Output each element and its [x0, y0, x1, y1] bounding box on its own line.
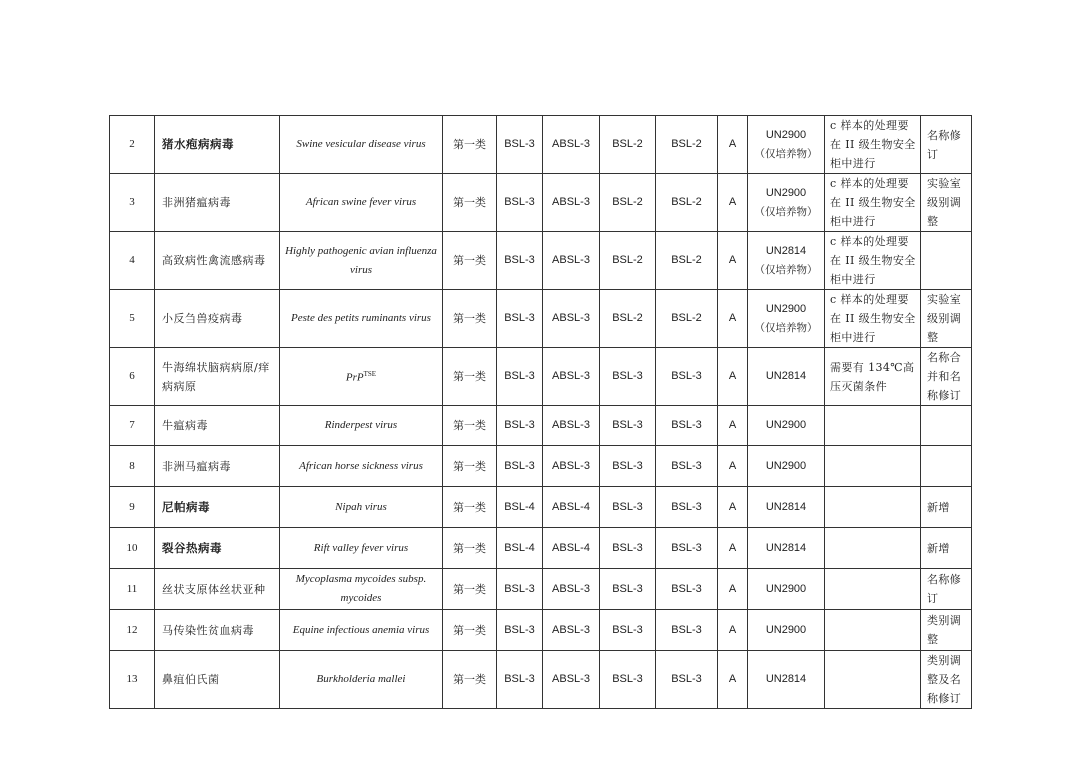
un-number-cell: [748, 406, 825, 446]
animal-lab-level-cell: ABSL-3: [543, 651, 600, 709]
lab-level-cell: BSL-3: [497, 348, 543, 406]
latin-name-text: Rinderpest virus: [324, 419, 398, 431]
latin-name-cell: [280, 232, 443, 290]
un-code: UN2900: [765, 128, 807, 141]
non-culture-lab-level-cell: BSL-3: [656, 651, 718, 709]
inactivated-lab-level-cell: BSL-2: [600, 116, 656, 174]
row-number-cell: 13: [110, 651, 155, 709]
latin-name-cell: [280, 569, 443, 610]
remark-cell: 类别调整及名称修订: [921, 651, 972, 709]
chinese-name-cell: 尼帕病毒: [155, 487, 280, 528]
latin-name-text: Swine vesicular disease virus: [296, 138, 426, 150]
table-row: [110, 487, 972, 528]
transport-class-cell: A: [718, 290, 748, 348]
non-culture-lab-level-cell: BSL-3: [656, 487, 718, 528]
transport-class-cell: A: [718, 232, 748, 290]
chinese-name-cell: 非洲猪瘟病毒: [155, 174, 280, 232]
chinese-name-cell: 牛瘟病毒: [155, 406, 280, 446]
lab-level-cell: BSL-3: [497, 290, 543, 348]
category-cell: 第一类: [443, 487, 497, 528]
un-number-cell: [748, 174, 825, 232]
lab-level-cell: BSL-3: [497, 610, 543, 651]
inactivated-lab-level-cell: BSL-3: [600, 528, 656, 569]
table-row: [110, 528, 972, 569]
remark-cell: 实验室级别调整: [921, 290, 972, 348]
latin-name-cell: [280, 290, 443, 348]
note-cell: [825, 651, 921, 709]
latin-name-cell: [280, 348, 443, 406]
category-cell: 第一类: [443, 232, 497, 290]
row-number-cell: 6: [110, 348, 155, 406]
chinese-name-cell: 马传染性贫血病毒: [155, 610, 280, 651]
un-code: UN2900: [765, 623, 807, 636]
non-culture-lab-level-cell: BSL-3: [656, 610, 718, 651]
remark-cell: 名称合并和名称修订: [921, 348, 972, 406]
note-cell: [825, 569, 921, 610]
latin-name-text: African horse sickness virus: [299, 459, 423, 472]
note-cell: [825, 487, 921, 528]
un-number-cell: [748, 487, 825, 528]
latin-name-text: Peste des petits ruminants virus: [291, 312, 431, 324]
table-row: [110, 348, 972, 406]
non-culture-lab-level-cell: BSL-3: [656, 446, 718, 487]
category-cell: 第一类: [443, 569, 497, 610]
un-number-cell: [748, 528, 825, 569]
table-body: [110, 116, 972, 709]
un-code: UN2900: [765, 459, 807, 472]
latin-name-cell: [280, 174, 443, 232]
category-cell: 第一类: [443, 528, 497, 569]
lab-level-cell: BSL-3: [497, 116, 543, 174]
row-number-cell: 7: [110, 406, 155, 446]
table-row: [110, 290, 972, 348]
note-cell: c 样本的处理要在 II 级生物安全柜中进行: [825, 116, 921, 174]
latin-name-cell: [280, 487, 443, 528]
un-number-cell: [748, 116, 825, 174]
chinese-name-cell: 丝状支原体丝状亚种: [155, 569, 280, 610]
lab-level-cell: BSL-3: [497, 446, 543, 487]
inactivated-lab-level-cell: BSL-3: [600, 406, 656, 446]
un-note: （仅培养物）: [754, 147, 818, 160]
table-row: [110, 174, 972, 232]
pathogen-table: [109, 115, 972, 709]
lab-level-cell: BSL-4: [497, 528, 543, 569]
category-cell: 第一类: [443, 446, 497, 487]
transport-class-cell: A: [718, 174, 748, 232]
chinese-name-cell: 裂谷热病毒: [155, 528, 280, 569]
table-row: [110, 232, 972, 290]
inactivated-lab-level-cell: BSL-3: [600, 651, 656, 709]
remark-cell: 实验室级别调整: [921, 174, 972, 232]
chinese-name-cell: 猪水疱病病毒: [155, 116, 280, 174]
inactivated-lab-level-cell: BSL-3: [600, 348, 656, 406]
un-number-cell: [748, 446, 825, 487]
note-cell: c 样本的处理要在 II 级生物安全柜中进行: [825, 174, 921, 232]
latin-name-cell: [280, 446, 443, 487]
animal-lab-level-cell: ABSL-3: [543, 116, 600, 174]
row-number-cell: 8: [110, 446, 155, 487]
note-cell: [825, 406, 921, 446]
un-code: UN2900: [765, 419, 807, 431]
transport-class-cell: A: [718, 348, 748, 406]
note-cell: [825, 610, 921, 651]
remark-cell: 新增: [921, 528, 972, 569]
un-note: （仅培养物）: [754, 205, 818, 218]
animal-lab-level-cell: ABSL-4: [543, 528, 600, 569]
lab-level-cell: BSL-3: [497, 406, 543, 446]
transport-class-cell: A: [718, 406, 748, 446]
latin-name-cell: [280, 116, 443, 174]
animal-lab-level-cell: ABSL-3: [543, 290, 600, 348]
latin-name-cell: [280, 651, 443, 709]
category-cell: 第一类: [443, 290, 497, 348]
lab-level-cell: BSL-3: [497, 174, 543, 232]
latin-name-text: Equine infectious anemia virus: [292, 623, 430, 636]
latin-name-text: Burkholderia mallei: [316, 673, 406, 685]
animal-lab-level-cell: ABSL-3: [543, 610, 600, 651]
lab-level-cell: BSL-3: [497, 232, 543, 290]
category-cell: 第一类: [443, 116, 497, 174]
note-cell: c 样本的处理要在 II 级生物安全柜中进行: [825, 290, 921, 348]
un-code: UN2814: [765, 370, 807, 382]
remark-cell: 名称修订: [921, 569, 972, 610]
un-number-cell: [748, 651, 825, 709]
remark-cell: 新增: [921, 487, 972, 528]
transport-class-cell: A: [718, 528, 748, 569]
animal-lab-level-cell: ABSL-4: [543, 487, 600, 528]
inactivated-lab-level-cell: BSL-3: [600, 487, 656, 528]
row-number-cell: 11: [110, 569, 155, 610]
un-note: （仅培养物）: [754, 321, 818, 334]
latin-name-cell: [280, 610, 443, 651]
lab-level-cell: BSL-4: [497, 487, 543, 528]
row-number-cell: 12: [110, 610, 155, 651]
note-cell: c 样本的处理要在 II 级生物安全柜中进行: [825, 232, 921, 290]
un-code: UN2814: [765, 541, 807, 554]
remark-cell: [921, 446, 972, 487]
animal-lab-level-cell: ABSL-3: [543, 446, 600, 487]
row-number-cell: 2: [110, 116, 155, 174]
animal-lab-level-cell: ABSL-3: [543, 232, 600, 290]
inactivated-lab-level-cell: BSL-2: [600, 174, 656, 232]
latin-name-text: PrP: [345, 371, 364, 384]
un-code: UN2814: [765, 500, 807, 513]
transport-class-cell: A: [718, 569, 748, 610]
row-number-cell: 5: [110, 290, 155, 348]
un-note: （仅培养物）: [754, 263, 818, 276]
category-cell: 第一类: [443, 610, 497, 651]
latin-name-text: Rift valley fever virus: [313, 541, 409, 554]
chinese-name-cell: 高致病性禽流感病毒: [155, 232, 280, 290]
inactivated-lab-level-cell: BSL-3: [600, 569, 656, 610]
latin-name-text: Nipah virus: [335, 500, 387, 513]
note-cell: [825, 446, 921, 487]
non-culture-lab-level-cell: BSL-2: [656, 174, 718, 232]
transport-class-cell: A: [718, 651, 748, 709]
row-number-cell: 9: [110, 487, 155, 528]
un-code: UN2900: [765, 582, 807, 595]
category-cell: 第一类: [443, 348, 497, 406]
animal-lab-level-cell: ABSL-3: [543, 348, 600, 406]
note-cell: 需要有 134℃高压灭菌条件: [825, 348, 921, 406]
transport-class-cell: A: [718, 116, 748, 174]
row-number-cell: 4: [110, 232, 155, 290]
non-culture-lab-level-cell: BSL-3: [656, 406, 718, 446]
non-culture-lab-level-cell: BSL-2: [656, 290, 718, 348]
un-number-cell: [748, 232, 825, 290]
category-cell: 第一类: [443, 651, 497, 709]
table-row: [110, 406, 972, 446]
animal-lab-level-cell: ABSL-3: [543, 174, 600, 232]
row-number-cell: 3: [110, 174, 155, 232]
inactivated-lab-level-cell: BSL-2: [600, 290, 656, 348]
latin-name-superscript: TSE: [363, 370, 377, 379]
table-row: [110, 651, 972, 709]
row-number-cell: 10: [110, 528, 155, 569]
category-cell: 第一类: [443, 174, 497, 232]
remark-cell: 名称修订: [921, 116, 972, 174]
un-number-cell: [748, 290, 825, 348]
lab-level-cell: BSL-3: [497, 569, 543, 610]
non-culture-lab-level-cell: BSL-2: [656, 116, 718, 174]
un-number-cell: [748, 569, 825, 610]
remark-cell: 类别调整: [921, 610, 972, 651]
non-culture-lab-level-cell: BSL-3: [656, 348, 718, 406]
non-culture-lab-level-cell: BSL-3: [656, 569, 718, 610]
latin-name-text: African swine fever virus: [305, 196, 417, 208]
chinese-name-cell: 非洲马瘟病毒: [155, 446, 280, 487]
transport-class-cell: A: [718, 487, 748, 528]
table-row: [110, 610, 972, 651]
table-row: [110, 446, 972, 487]
un-number-cell: [748, 610, 825, 651]
un-code: UN2900: [765, 302, 807, 315]
latin-name-text: Mycoplasma mycoides subsp. mycoides: [295, 573, 427, 604]
table-row: [110, 116, 972, 174]
un-code: UN2900: [765, 186, 807, 199]
inactivated-lab-level-cell: BSL-3: [600, 610, 656, 651]
lab-level-cell: BSL-3: [497, 651, 543, 709]
category-cell: 第一类: [443, 406, 497, 446]
remark-cell: [921, 232, 972, 290]
non-culture-lab-level-cell: BSL-2: [656, 232, 718, 290]
latin-name-cell: [280, 528, 443, 569]
inactivated-lab-level-cell: BSL-3: [600, 446, 656, 487]
animal-lab-level-cell: ABSL-3: [543, 406, 600, 446]
table-row: [110, 569, 972, 610]
latin-name-cell: [280, 406, 443, 446]
chinese-name-cell: 小反刍兽疫病毒: [155, 290, 280, 348]
note-cell: [825, 528, 921, 569]
animal-lab-level-cell: ABSL-3: [543, 569, 600, 610]
chinese-name-cell: 牛海绵状脑病病原/痒病病原: [155, 348, 280, 406]
inactivated-lab-level-cell: BSL-2: [600, 232, 656, 290]
non-culture-lab-level-cell: BSL-3: [656, 528, 718, 569]
un-code: UN2814: [765, 244, 807, 257]
latin-name-text: Highly pathogenic avian influenza virus: [285, 244, 437, 276]
un-code: UN2814: [765, 673, 807, 685]
chinese-name-cell: 鼻疽伯氏菌: [155, 651, 280, 709]
transport-class-cell: A: [718, 446, 748, 487]
remark-cell: [921, 406, 972, 446]
transport-class-cell: A: [718, 610, 748, 651]
un-number-cell: [748, 348, 825, 406]
